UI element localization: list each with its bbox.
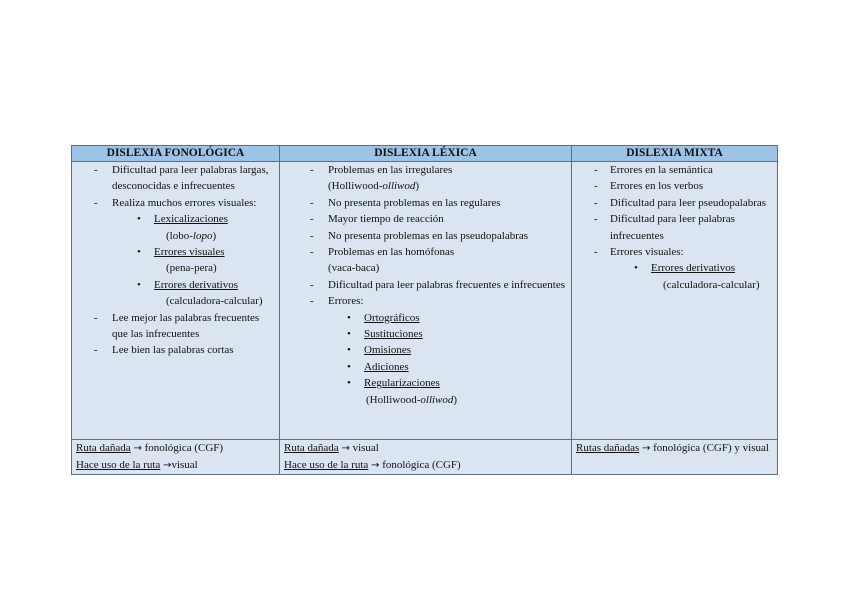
arrow-icon: → <box>641 443 651 454</box>
list-item: - Lee bien las palabras cortas <box>76 342 275 358</box>
header-mixta: DISLEXIA MIXTA <box>572 146 778 162</box>
arrow-icon: → <box>163 460 172 471</box>
item-text: Errores derivativos <box>651 262 735 275</box>
item-text: Problemas en las homófonas <box>328 246 455 259</box>
sub-item <box>576 260 773 293</box>
route-label: Ruta dañada <box>284 442 339 454</box>
dyslexia-comparison-table <box>71 145 778 475</box>
list-item: - Errores en los verbos <box>576 178 773 194</box>
lexica-list <box>284 162 567 408</box>
sub-item: • Omisiones <box>284 342 567 358</box>
arrow-icon: → <box>133 443 142 454</box>
sub-item <box>76 244 275 277</box>
route-label: Hace uso de la ruta <box>76 459 161 471</box>
list-item: - Lee mejor las palabras frecuentes que las infrecuentes <box>76 310 275 343</box>
example: (Holliwood-olliwod) <box>328 180 420 193</box>
list-item: - No presenta problemas en las pseudopalabras <box>284 228 567 244</box>
sublist <box>76 211 275 309</box>
sub-item: • Sustituciones <box>284 326 567 342</box>
example: (calculadora-calcular) <box>166 295 263 308</box>
route-value: fonológica (CGF) <box>144 442 224 454</box>
header-fonologica: DISLEXIA FONOLÓGICA <box>72 146 280 162</box>
list-item <box>284 293 567 408</box>
arrow-icon: → <box>341 443 350 454</box>
fonologica-list <box>76 162 275 359</box>
sub-item <box>284 375 567 408</box>
mixta-list <box>576 162 773 293</box>
footer-mixta <box>572 440 778 475</box>
item-text: Errores visuales: <box>610 246 684 259</box>
example: (Holliwood-olliwod) <box>366 393 458 406</box>
footer-row <box>72 440 778 475</box>
sub-item <box>76 277 275 310</box>
list-item <box>284 244 567 277</box>
item-text: Errores derivativos <box>154 278 238 291</box>
example: (lobo-lopo) <box>166 229 217 242</box>
route-value: visual <box>171 459 198 471</box>
sub-item <box>76 211 275 244</box>
item-text: Realiza muchos errores visuales: <box>112 196 257 209</box>
route-value: visual <box>352 442 379 454</box>
cell-fonologica <box>72 162 280 440</box>
sub-item: • Ortográficos <box>284 310 567 326</box>
sub-item: • Adiciones <box>284 359 567 375</box>
list-item <box>284 162 567 195</box>
route-value: fonológica (CGF) <box>382 459 461 471</box>
sublist <box>284 310 567 408</box>
arrow-icon: → <box>371 460 380 471</box>
list-item <box>76 195 275 310</box>
header-row <box>72 146 778 162</box>
list-item: - Dificultad para leer palabras largas, desconocidas e infrecuentes <box>76 162 275 195</box>
item-text: Errores: <box>328 295 364 308</box>
list-item: - Errores en la semántica <box>576 162 773 178</box>
item-text: Lexicalizaciones <box>154 213 228 226</box>
list-item: - Dificultad para leer pseudopalabras <box>576 195 773 211</box>
footer-fonologica <box>72 440 280 475</box>
route-value: fonológica (CGF) y visual <box>653 442 769 454</box>
item-text: Problemas en las irregulares <box>328 164 453 176</box>
list-item: - Dificultad para leer palabras infrecuentes <box>576 211 773 244</box>
item-text: Errores visuales <box>154 246 225 259</box>
list-item <box>576 244 773 293</box>
list-item: - Dificultad para leer palabras frecuentes e infrecuentes <box>284 277 567 293</box>
footer-lexica <box>280 440 572 475</box>
list-item: - Mayor tiempo de reacción <box>284 211 567 227</box>
cell-lexica <box>280 162 572 440</box>
example: (pena-pera) <box>166 262 217 275</box>
route-label: Rutas dañadas <box>576 442 640 454</box>
item-text: Regularizaciones <box>364 377 440 390</box>
route-label: Ruta dañada <box>76 442 131 454</box>
example: (vaca-baca) <box>328 262 380 275</box>
route-label: Hace uso de la ruta <box>284 459 369 471</box>
sublist <box>576 260 773 293</box>
body-row <box>72 162 778 440</box>
cell-mixta <box>572 162 778 440</box>
list-item: - No presenta problemas en las regulares <box>284 195 567 211</box>
header-lexica: DISLEXIA LÉXICA <box>280 146 572 162</box>
example: (calculadora-calcular) <box>663 278 760 291</box>
